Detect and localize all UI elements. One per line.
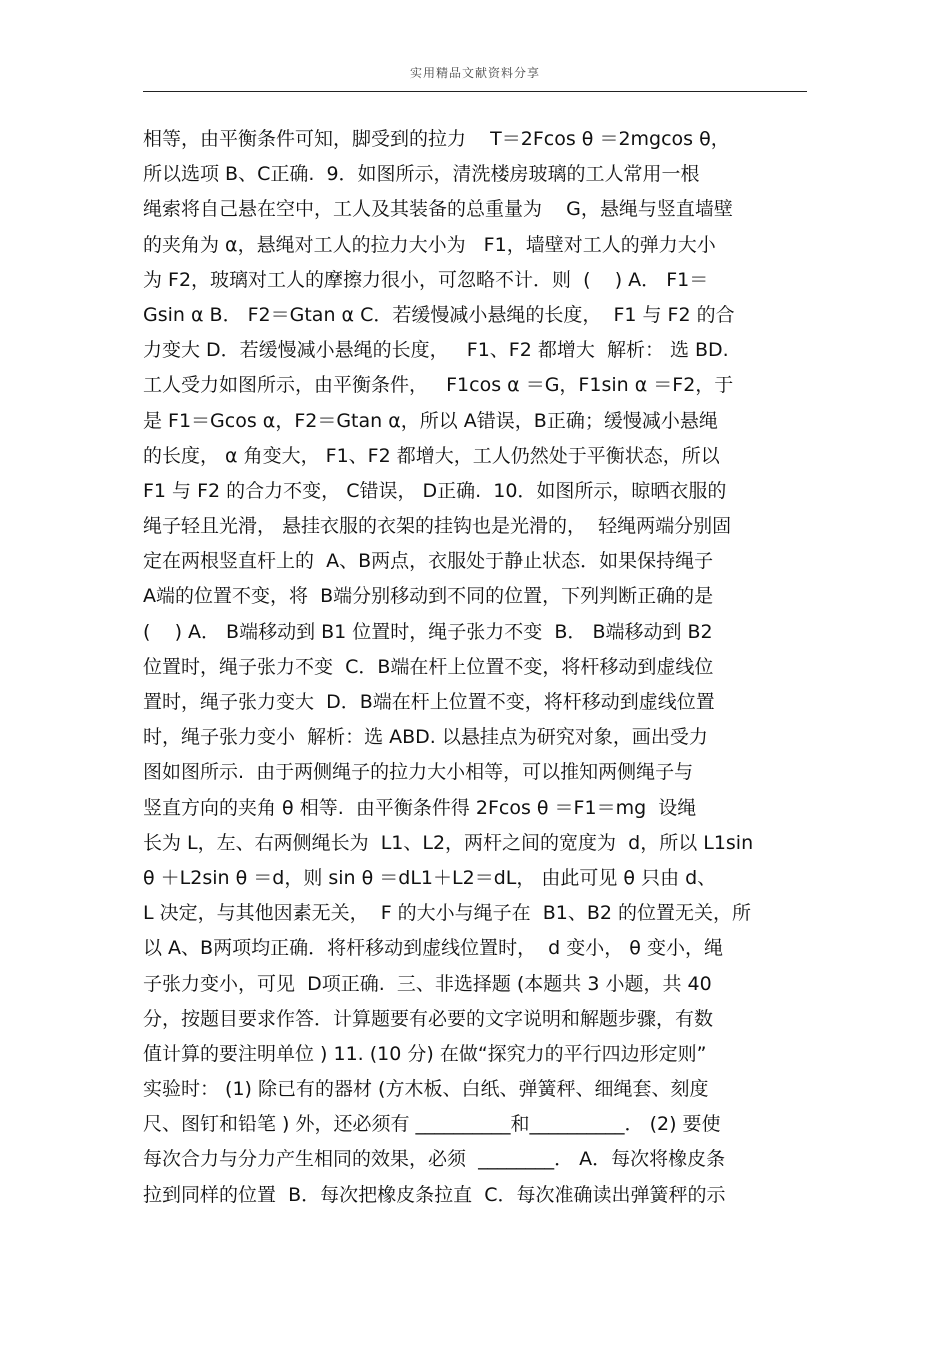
text-line: 定在两根竖直杆上的 A、B两点，衣服处于静止状态．如果保持绳子 bbox=[143, 550, 714, 573]
text-line: ( ) A． B端移动到 B1 位置时，绳子张力不变 B． B端移动到 B2 bbox=[143, 620, 713, 643]
text-line: 工人受力如图所示，由平衡条件， F1cos α ＝G，F1sin α ＝F2，于 bbox=[143, 374, 734, 397]
text-line: 图如图所示. 由于两侧绳子的拉力大小相等，可以推知两侧绳子与 bbox=[143, 761, 694, 784]
text-line: L 决定，与其他因素无关， F 的大小与绳子在 B1、B2 的位置无关，所 bbox=[143, 902, 752, 925]
text-line: 力变大 D．若缓慢减小悬绳的长度， F1、F2 都增大 解析： 选 BD. bbox=[143, 339, 729, 362]
text-line: 是 F1＝Gcos α，F2＝Gtan α，所以 A错误，B正确；缓慢减小悬绳 bbox=[143, 409, 718, 432]
text-line: 相等，由平衡条件可知，脚受到的拉力 T＝2Fcos θ ＝2mgcos θ， bbox=[143, 128, 730, 150]
text-line: 位置时，绳子张力不变 C．B端在杆上位置不变，将杆移动到虚线位 bbox=[143, 655, 714, 678]
text-line: 为 F2，玻璃对工人的摩擦力很小，可忽略不计．则 ( ) A． F1＝ bbox=[143, 268, 709, 291]
text-line: 的夹角为 α，悬绳对工人的拉力大小为 F1，墙壁对工人的弹力大小 bbox=[143, 233, 716, 256]
text-line: 尺、图钉和铅笔 ) 外，还必须有 __________和__________． (2) 要使 bbox=[143, 1113, 721, 1136]
page-header: 实用精品文献资料分享 bbox=[409, 66, 540, 80]
text-line: 绳子轻且光滑， 悬挂衣服的衣架的挂钩也是光滑的， 轻绳两端分别固 bbox=[143, 515, 732, 538]
document-body bbox=[143, 122, 813, 1213]
text-line: 拉到同样的位置 B．每次把橡皮条拉直 C．每次准确读出弹簧秤的示 bbox=[143, 1183, 726, 1206]
text-line: 的长度， α 角变大， F1、F2 都增大，工人仍然处于平衡状态，所以 bbox=[143, 444, 720, 467]
text-line: θ ＋L2sin θ ＝d，则 sin θ ＝dL1＋L2＝dL， 由此可见 θ 只由 d、 bbox=[143, 866, 717, 889]
text-line: A端的位置不变，将 B端分别移动到不同的位置，下列判断正确的是 bbox=[143, 585, 714, 608]
text-line: 长为 L，左、右两侧绳长为 L1、L2，两杆之间的宽度为 d，所以 L1sin bbox=[143, 831, 754, 854]
text-line: 每次合力与分力产生相同的效果，必须 ________． A．每次将橡皮条 bbox=[143, 1148, 726, 1171]
text-line: 实验时： (1) 除已有的器材 (方木板、白纸、弹簧秤、细绳套、刻度 bbox=[143, 1078, 709, 1101]
text-line: 所以选项 B、C正确. 9．如图所示，清洗楼房玻璃的工人常用一根 bbox=[143, 163, 700, 186]
text-line: 以 A、B两项均正确．将杆移动到虚线位置时， d 变小， θ 变小，绳 bbox=[143, 937, 723, 960]
text-line: 置时，绳子张力变大 D．B端在杆上位置不变，将杆移动到虚线位置 bbox=[143, 691, 715, 713]
text-line: 绳索将自己悬在空中，工人及其装备的总重量为 G，悬绳与竖直墙壁 bbox=[143, 198, 733, 221]
text-line: F1 与 F2 的合力不变， C错误， D正确. 10．如图所示，晾晒衣服的 bbox=[143, 479, 727, 502]
text-line: 值计算的要注明单位 ) 11. (10 分) 在做“探究力的平行四边形定则” bbox=[143, 1042, 707, 1065]
text-line: 子张力变小，可见 D项正确. 三、非选择题 (本题共 3 小题，共 40 bbox=[143, 972, 712, 995]
text-line: 时，绳子张力变小 解析：选 ABD. 以悬挂点为研究对象，画出受力 bbox=[143, 726, 708, 749]
header-divider bbox=[143, 91, 807, 92]
text-line: 竖直方向的夹角 θ 相等. 由平衡条件得 2Fcos θ ＝F1＝mg 设绳 bbox=[143, 796, 697, 819]
text-line: 分，按题目要求作答．计算题要有必要的文字说明和解题步骤，有数 bbox=[143, 1007, 714, 1030]
text-line: Gsin α B． F2＝Gtan α C．若缓慢减小悬绳的长度， F1 与 F2 的合 bbox=[143, 303, 735, 326]
